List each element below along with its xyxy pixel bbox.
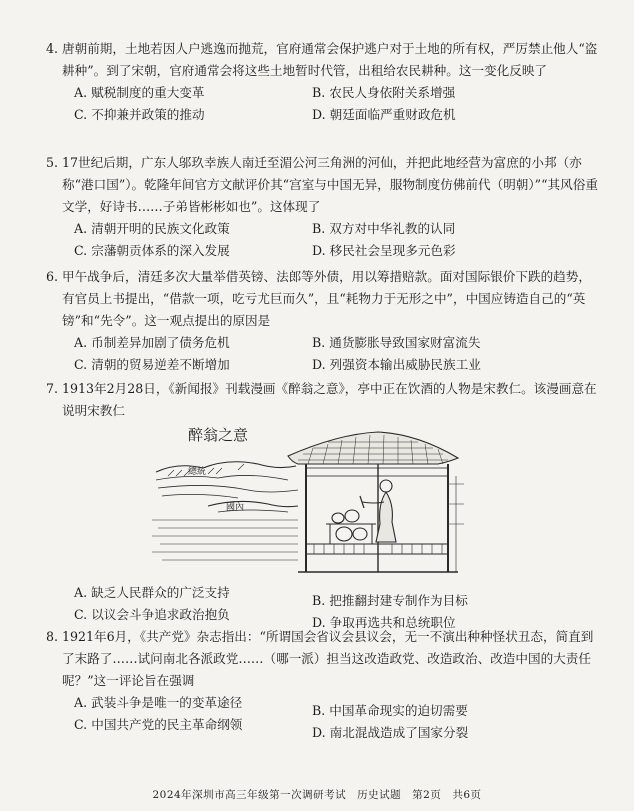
option-key: B. <box>312 335 326 350</box>
option-text: 双方对中华礼教的认同 <box>329 221 456 236</box>
option-d[interactable] <box>312 240 456 262</box>
question-number: 8. <box>46 629 59 644</box>
cartoon-label-near: 國內 <box>226 503 245 513</box>
option-a[interactable] <box>74 332 230 354</box>
option-text: 争取再选共和总统职位 <box>329 615 456 630</box>
option-key: C. <box>74 107 88 122</box>
question-stem: 甲午战争后，清廷多次大量举借英镑、法郎等外债，用以筹措赔款。面对国际银价下跌的趋势，有官员上书提出，“借款一项，吃亏尤巨而久”，且“耗物力于无形之中”，中国应铸造自己的“英镑”和“先令”。这一观点提出的原因是 <box>62 269 591 328</box>
option-b[interactable] <box>312 700 468 722</box>
option-text: 把推翻封建专制作为目标 <box>329 593 468 608</box>
option-d[interactable] <box>312 104 456 126</box>
option-key: D. <box>312 357 326 372</box>
option-key: B. <box>312 703 326 718</box>
question-number: 4. <box>46 41 59 56</box>
option-c[interactable] <box>74 240 230 262</box>
question-stem: 唐朝前期，土地若因人户逃逸而抛荒，官府通常会保护逃户对于土地的所有权，严厉禁止他人“盗耕种”。到了宋朝，官府通常会将这些土地暂时代管，出租给农民耕种。这一变化反映了 <box>62 41 598 78</box>
option-key: A. <box>74 335 88 350</box>
option-key: B. <box>312 85 326 100</box>
option-key: D. <box>312 615 326 630</box>
question-stem: 1913年2月28日，《新闻报》刊载漫画《醉翁之意》，亭中正在饮酒的人物是宋教仁。该漫画意在说明宋教仁 <box>62 381 597 418</box>
option-key: A. <box>74 695 88 710</box>
cartoon-label-far: 總統 <box>188 467 207 477</box>
option-key: D. <box>312 243 326 258</box>
page-footer: 2024年深圳市高三年级第一次调研考试 历史试题 第2页 共6页 <box>152 789 482 801</box>
option-key: A. <box>74 85 88 100</box>
option-d[interactable] <box>312 722 468 744</box>
cartoon-image <box>148 424 464 582</box>
option-b[interactable] <box>312 82 455 104</box>
option-text: 中国革命现实的迫切需要 <box>329 703 468 718</box>
question-7 <box>46 378 602 422</box>
option-text: 清朝开明的民族文化政策 <box>91 221 230 236</box>
option-d[interactable] <box>312 354 481 376</box>
option-b[interactable] <box>312 590 468 612</box>
option-text: 宗藩朝贡体系的深入发展 <box>91 243 230 258</box>
option-text: 移民社会呈现多元色彩 <box>329 243 456 258</box>
option-c[interactable] <box>74 604 230 626</box>
option-text: 赋税制度的重大变革 <box>91 85 205 100</box>
option-b[interactable] <box>312 332 480 354</box>
option-key: C. <box>74 357 88 372</box>
option-text: 列强资本输出威胁民族工业 <box>329 357 481 372</box>
cartoon-title: 醉翁之意 <box>188 426 249 444</box>
option-a[interactable] <box>74 218 230 240</box>
question-number: 7. <box>46 381 59 396</box>
option-text: 通货膨胀导致国家财富流失 <box>329 335 481 350</box>
option-text: 武装斗争是唯一的变革途径 <box>91 695 243 710</box>
options <box>62 82 602 126</box>
question-number: 6. <box>46 269 59 284</box>
option-key: A. <box>74 221 88 236</box>
option-text: 缺乏人民群众的广泛支持 <box>91 585 230 600</box>
option-key: C. <box>74 717 88 732</box>
option-c[interactable] <box>74 354 230 376</box>
question-8 <box>46 626 602 740</box>
question-stem: 1921年6月，《共产党》杂志指出：“所谓国会省议会县议会，无一不演出种种怪状丑态，简直到了末路了……试问南北各派政党……（哪一派）担当这改造政党、改造政治、改造中国的大责任呢？”这一评论旨在强调 <box>62 629 594 688</box>
option-b[interactable] <box>312 218 455 240</box>
option-text: 以议会斗争追求政治抱负 <box>91 607 230 622</box>
option-text: 币制差异加剧了债务危机 <box>91 335 230 350</box>
option-a[interactable] <box>74 692 242 714</box>
question-6 <box>46 266 602 376</box>
option-key: B. <box>312 593 326 608</box>
option-key: C. <box>74 243 88 258</box>
option-key: D. <box>312 107 326 122</box>
option-text: 朝廷面临严重财政危机 <box>329 107 456 122</box>
question-7-options <box>62 582 602 630</box>
option-key: A. <box>74 585 88 600</box>
option-text: 南北混战造成了国家分裂 <box>329 725 469 740</box>
option-key: C. <box>74 607 88 622</box>
option-c[interactable] <box>74 714 242 736</box>
options <box>62 218 602 262</box>
option-text: 清朝的贸易逆差不断增加 <box>91 357 230 372</box>
option-text: 不抑兼并政策的推动 <box>91 107 205 122</box>
option-key: B. <box>312 221 326 236</box>
option-text: 中国共产党的民主革命纲领 <box>91 717 243 732</box>
option-a[interactable] <box>74 582 230 604</box>
option-key: D. <box>312 725 326 740</box>
question-5 <box>46 152 602 262</box>
question-4 <box>46 38 602 126</box>
options <box>62 332 602 376</box>
option-c[interactable] <box>74 104 205 126</box>
option-text: 农民人身依附关系增强 <box>329 85 456 100</box>
options <box>62 692 602 740</box>
option-a[interactable] <box>74 82 204 104</box>
options <box>62 582 602 630</box>
question-stem: 17世纪后期，广东人邬玖幸族人南迁至湄公河三角洲的河仙，并把此地经营为富庶的小邦（亦称“港口国”）。乾隆年间官方文献评价其“宫室与中国无异，服物制度仿佛前代（明朝）”“其风俗重文学，好诗书……子弟皆彬彬如也”。这体现了 <box>62 155 598 214</box>
question-number: 5. <box>46 155 59 170</box>
